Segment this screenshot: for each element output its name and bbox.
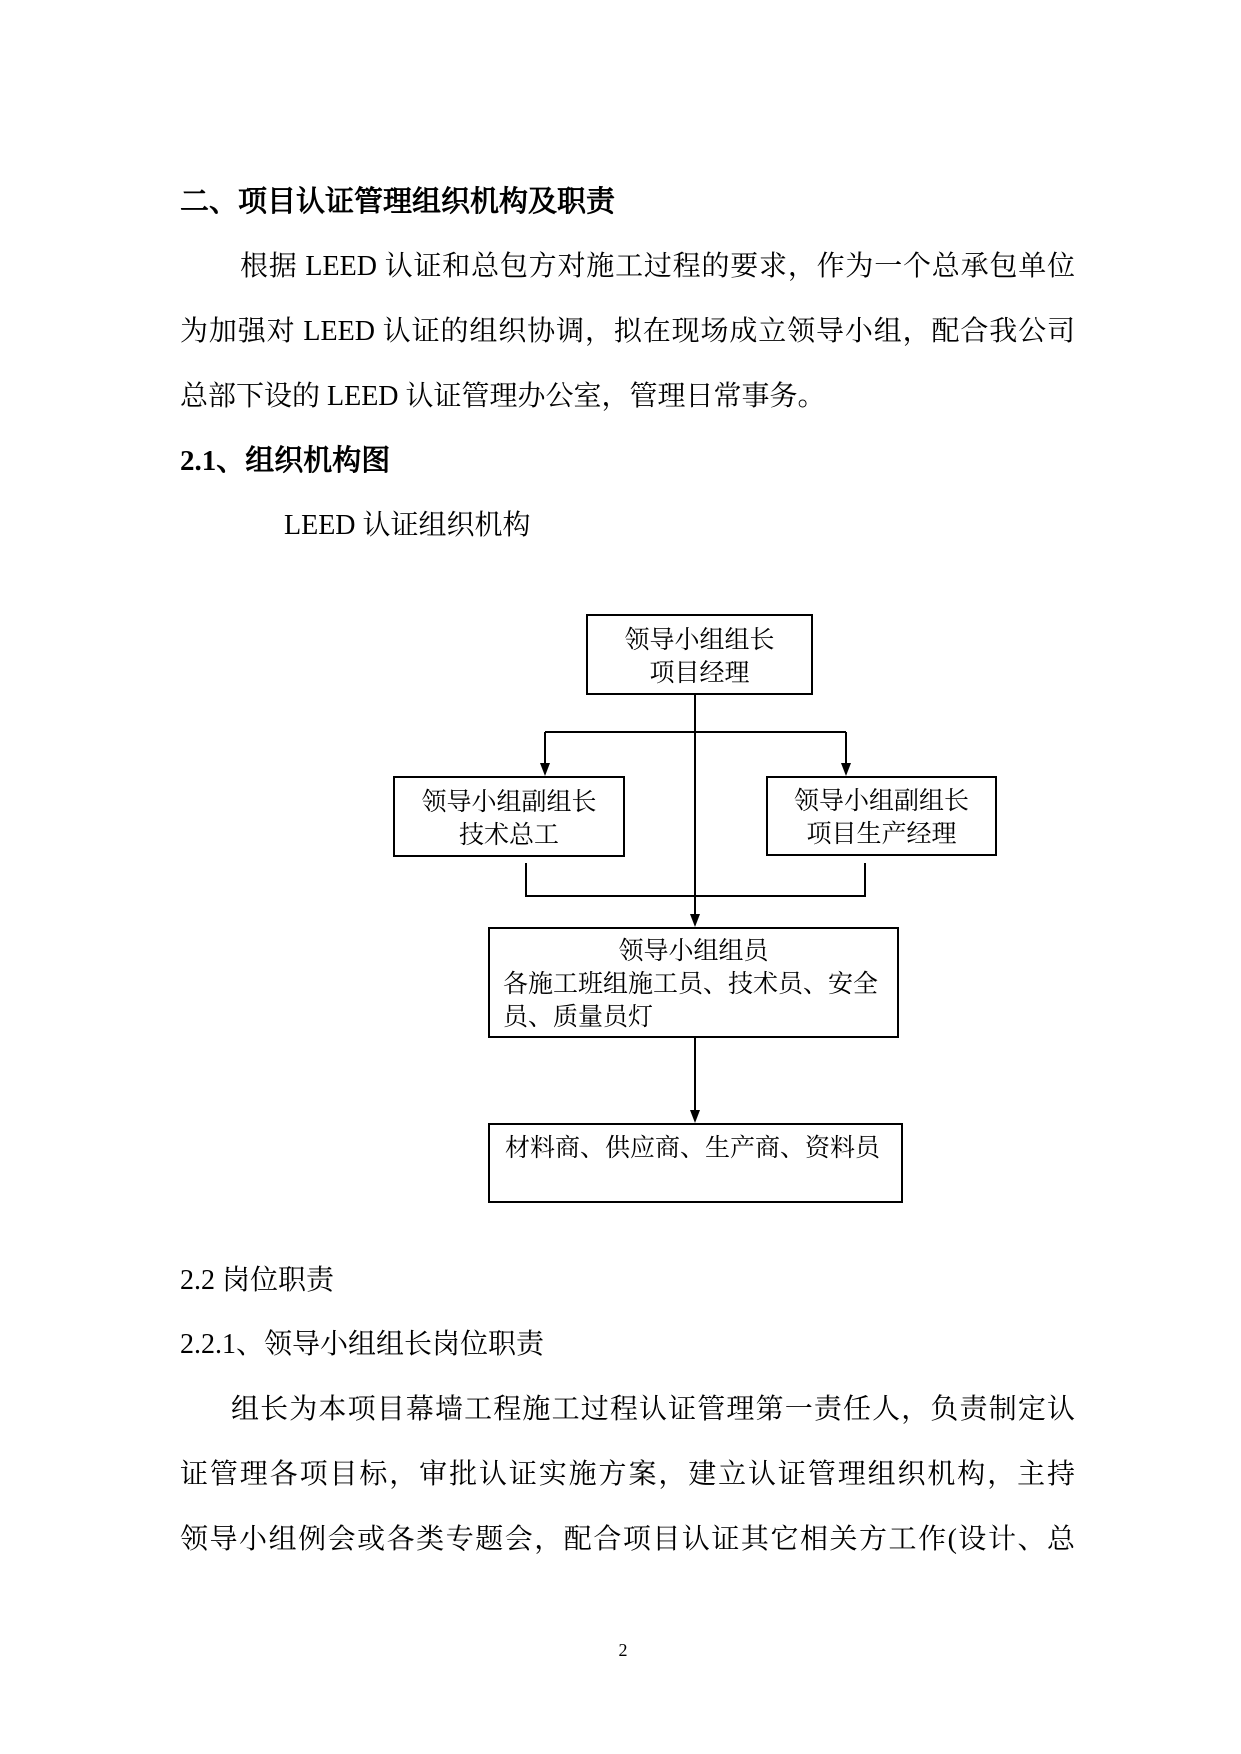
deputy-left-role: 技术总工 xyxy=(458,822,559,849)
arrowhead-deputy-right xyxy=(841,763,851,776)
duties-paragraph-line-1: 组长为本项目幕墙工程施工过程认证管理第一责任人，负责制定认 xyxy=(231,1394,1075,1425)
org-chart-caption: LEED 认证组织机构 xyxy=(284,510,531,541)
duties-paragraph-line-3: 领导小组例会或各类专题会，配合项目认证其它相关方工作(设计、总 xyxy=(180,1524,1075,1555)
page-number: 2 xyxy=(618,1640,628,1660)
org-box-members xyxy=(488,927,899,1038)
suppliers-text: 材料商、供应商、生产商、资料员 xyxy=(505,1135,881,1162)
org-box-deputy-right xyxy=(766,776,997,856)
duties-paragraph-line-2: 证管理各项目标，审批认证实施方案，建立认证管理组织机构，主持 xyxy=(180,1459,1075,1490)
deputy-right-role: 项目生产经理 xyxy=(806,821,957,848)
duties-heading: 2.2 岗位职责 xyxy=(180,1265,335,1296)
connector-deputies-bracket xyxy=(526,863,865,896)
intro-paragraph-line-1: 根据 LEED 认证和总包方对施工过程的要求，作为一个总承包单位 xyxy=(240,251,1075,282)
duties-sub-heading: 2.2.1、领导小组组长岗位职责 xyxy=(180,1329,545,1360)
deputy-right-title: 领导小组副组长 xyxy=(793,788,969,815)
intro-paragraph-line-2: 为加强对 LEED 认证的组织协调，拟在现场成立领导小组，配合我公司 xyxy=(180,316,1075,347)
org-box-leader xyxy=(586,614,813,695)
members-line-1: 各施工班组施工员、技术员、安全 xyxy=(503,971,879,998)
arrowhead-members xyxy=(690,914,700,927)
arrowhead-deputy-left xyxy=(540,763,550,776)
members-title: 领导小组组员 xyxy=(618,938,769,965)
leader-title: 领导小组组长 xyxy=(624,627,775,654)
leader-role: 项目经理 xyxy=(649,660,750,687)
deputy-left-title: 领导小组副组长 xyxy=(421,789,597,816)
intro-paragraph-line-3: 总部下设的 LEED 认证管理办公室，管理日常事务。 xyxy=(180,381,826,412)
arrowhead-suppliers xyxy=(690,1110,700,1123)
section-heading: 二、项目认证管理组织机构及职责 xyxy=(180,186,616,218)
org-box-deputy-left xyxy=(393,776,625,857)
org-chart-heading: 2.1、组织机构图 xyxy=(180,445,391,477)
org-box-suppliers xyxy=(488,1123,903,1203)
members-line-2: 员、质量员灯 xyxy=(503,1004,654,1031)
